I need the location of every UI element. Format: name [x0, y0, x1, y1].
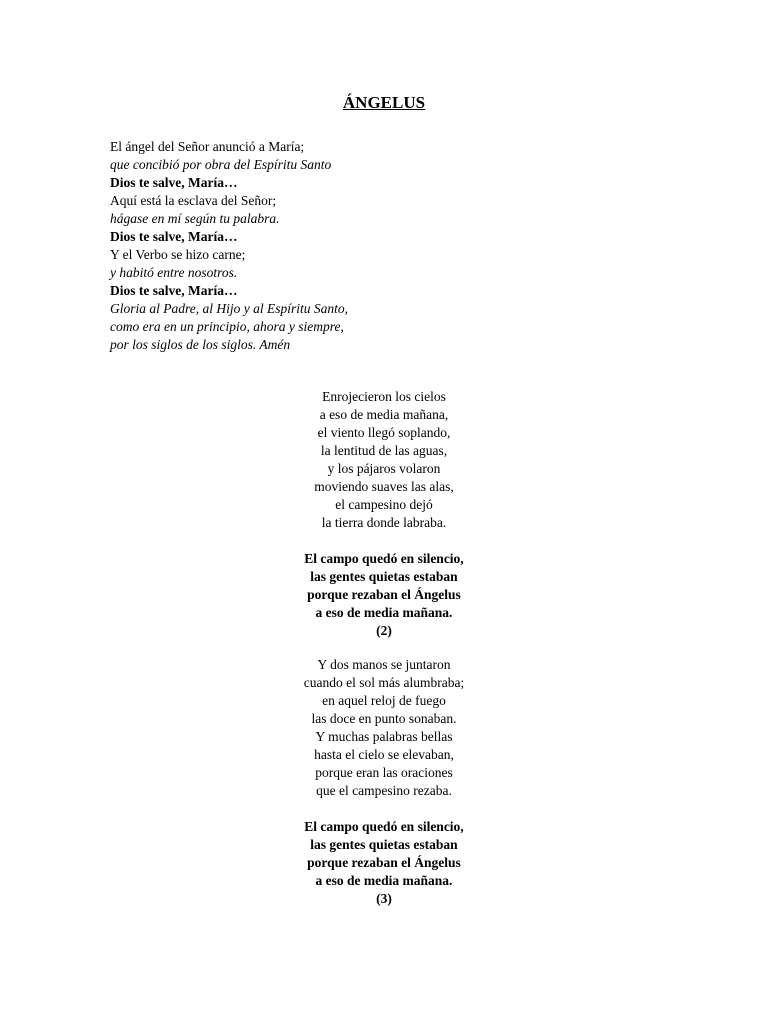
poem-line: a eso de media mañana, [319, 407, 449, 422]
poem-stanza-2 [0, 656, 768, 800]
poem-line: hasta el cielo se elevaban, [314, 747, 454, 762]
prayer-line: y habitó entre nosotros. [110, 265, 238, 280]
poem-chorus-1 [0, 550, 768, 640]
chorus-line: El campo quedó en silencio, [304, 819, 464, 834]
poem-line: el viento llegó soplando, [317, 425, 451, 440]
chorus-line: las gentes quietas estaban [310, 837, 458, 852]
prayer-line: Y el Verbo se hizo carne; [110, 247, 246, 262]
prayer-line: Dios te salve, María… [110, 283, 238, 298]
poem-line: Enrojecieron los cielos [322, 389, 446, 404]
prayer-line: como era en un principio, ahora y siempre, [110, 319, 344, 334]
chorus-line: porque rezaban el Ángelus [307, 587, 461, 602]
poem-line: que el campesino rezaba. [316, 783, 452, 798]
prayer-line: Dios te salve, María… [110, 229, 238, 244]
chorus-line: El campo quedó en silencio, [304, 551, 464, 566]
poem-line: la tierra donde labraba. [321, 515, 447, 530]
prayer-line: Aquí está la esclava del Señor; [110, 193, 277, 208]
poem-line: moviendo suaves las alas, [314, 479, 454, 494]
poem-line: la lentitud de las aguas, [320, 443, 448, 458]
chorus-repeat-marker: (3) [376, 891, 392, 906]
chorus-line: porque rezaban el Ángelus [307, 855, 461, 870]
prayer-line: hágase en mí según tu palabra. [110, 211, 280, 226]
prayer-line: Gloria al Padre, al Hijo y al Espíritu Santo, [110, 301, 348, 316]
prayer-line: que concibió por obra del Espíritu Santo [110, 157, 332, 172]
page-title: ÁNGELUS [342, 93, 426, 112]
poem-line: y los pájaros volaron [327, 461, 441, 476]
poem-stanza-1 [0, 388, 768, 532]
prayer-line: El ángel del Señor anunció a María; [110, 139, 305, 154]
poem-line: porque eran las oraciones [315, 765, 453, 780]
poem-line: las doce en punto sonaban. [311, 711, 457, 726]
chorus-line: las gentes quietas estaban [310, 569, 458, 584]
poem-line: cuando el sol más alumbraba; [303, 675, 465, 690]
poem-line: el campesino dejó [335, 497, 433, 512]
chorus-line: a eso de media mañana. [315, 605, 453, 620]
prayer-line: por los siglos de los siglos. Amén [110, 337, 291, 352]
chorus-repeat-marker: (2) [376, 623, 392, 638]
poem-chorus-2 [0, 818, 768, 908]
prayer-line: Dios te salve, María… [110, 175, 238, 190]
poem-line: Y dos manos se juntaron [317, 657, 451, 672]
poem-line: Y muchas palabras bellas [315, 729, 453, 744]
poem-line: en aquel reloj de fuego [322, 693, 446, 708]
prayer-block [110, 138, 530, 354]
chorus-line: a eso de media mañana. [315, 873, 453, 888]
